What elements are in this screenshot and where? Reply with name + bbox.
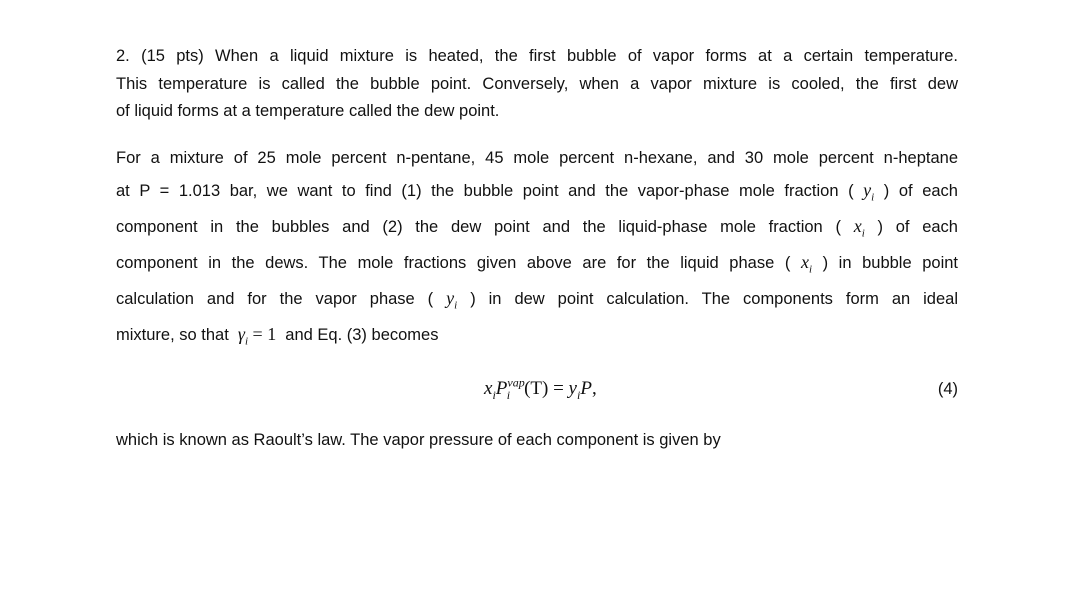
paragraph2-line1: For a mixture of 25 mole percent n-pentane, 45 mole percent n-hexane, and 30 mole percent n-heptane — [116, 149, 958, 167]
paragraph2-line3 — [116, 216, 958, 240]
paragraph2-line4-text-b: ) in bubble point — [822, 254, 959, 272]
raoults-law-equation: $x_iP^{vap}_i$ $(T) = y_iP$, — [484, 375, 597, 402]
paragraph2-line4-text-a: component in the dews. The mole fractions given above are for the liquid phase ( — [116, 254, 791, 272]
paragraph2-line6-text-b: and Eq. (3) becomes — [285, 326, 439, 344]
vapor-phase-symbol: $y_i$ — [446, 288, 458, 312]
vapor-mole-fraction-symbol: $y_i$ — [863, 180, 875, 204]
liquid-phase-symbol: $x_i$ — [800, 252, 812, 276]
paragraph1-line2: This temperature is called the bubble point. Conversely, when a vapor mixture is cooled, the first dew — [116, 75, 958, 93]
paragraph2-line5 — [116, 288, 958, 312]
paragraph2-line2 — [116, 180, 958, 204]
paragraph2-line6 — [116, 324, 958, 348]
paragraph2-line6-text-a: mixture, so that — [116, 326, 229, 344]
activity-coefficient-expression: $\gamma_i = 1$ — [237, 324, 277, 348]
paragraph1-line1: 2. (15 pts) When a liquid mixture is heated, the first bubble of vapor forms at a certain temperature. — [116, 47, 958, 65]
paragraph2-line3-text-b: ) of each — [877, 218, 958, 236]
paragraph2-line5-text-a: calculation and for the vapor phase ( — [116, 290, 434, 308]
paragraph2-line4 — [116, 252, 959, 276]
liquid-mole-fraction-symbol: $x_i$ — [853, 216, 865, 240]
paragraph2-line2-text-b: ) of each — [883, 182, 958, 200]
paragraph2-line5-text-b: ) in dew point calculation. The components form an ideal — [470, 290, 958, 308]
paragraph1-line3: of liquid forms at a temperature called the dew point. — [116, 102, 500, 120]
equation-row — [116, 375, 958, 402]
equation-number: (4) — [937, 380, 958, 398]
paragraph2-line2-text-a: at P = 1.013 bar, we want to find (1) the bubble point and the vapor-phase mole fraction ( — [116, 182, 854, 200]
paragraph3-line1: which is known as Raoult’s law. The vapor pressure of each component is given by — [116, 431, 721, 449]
paragraph2-line3-text-a: component in the bubbles and (2) the dew point and the liquid-phase mole fraction ( — [116, 218, 841, 236]
